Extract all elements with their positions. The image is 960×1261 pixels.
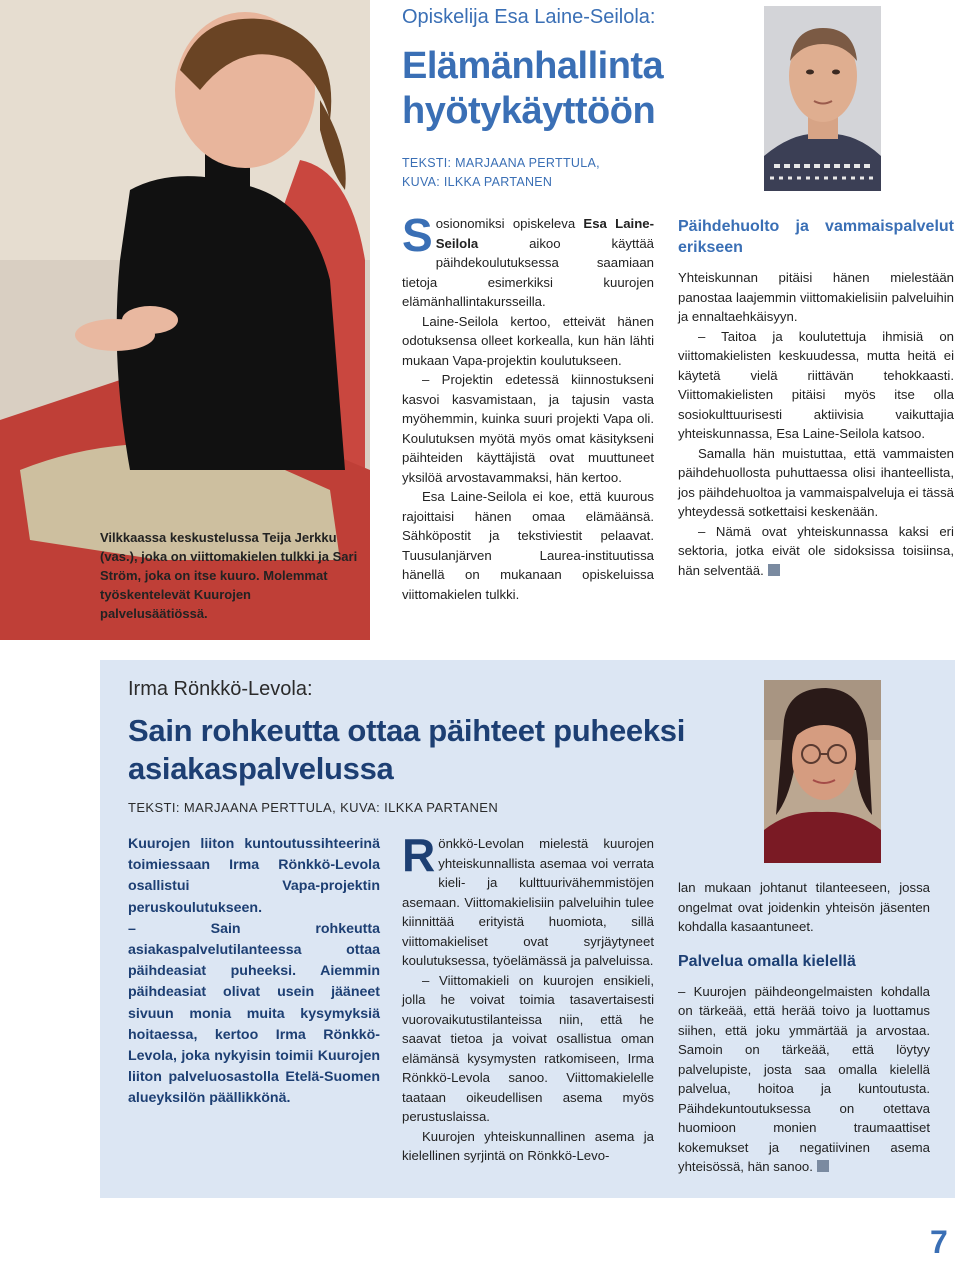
article1-col2-paragraph-2: – Taitoa ja koulutettuja ihmisiä on viittomakielisten keskuudessa, mutta heitä ei käytetä vielä riittävän tehokkaasti. Viittomakielisten pitäisi myös itse olla sosiokulttuurisesti aktiivisia vaikuttajia yhteiskunnassa, Esa Laine-Seilola katsoo. bbox=[678, 328, 954, 441]
end-square-icon bbox=[817, 1160, 829, 1172]
article1-kicker: Opiskelija Esa Laine-Seilola: bbox=[402, 6, 656, 28]
article1-column-1 bbox=[402, 209, 654, 604]
portrait-woman-illustration bbox=[764, 680, 881, 863]
article1-col2-paragraph-1: Yhteiskunnan pitäisi hänen mielestään panostaa laajemmin viittomakielisiin palveluihin ja ennaltaehkäisyyn. bbox=[678, 270, 954, 324]
article1-subhead: Päihdehuolto ja vammaispalvelut erikseen bbox=[678, 218, 954, 256]
article1-p1-name: Esa Laine-Seilola bbox=[435, 216, 654, 251]
article2-lead-paragraph-2: – Sain rohkeutta asiakaspalvelutilanteessa ottaa päihdeasiat puheeksi. Aiemmin päihdeasiat olivat usein jääneet sivuun monia muita kysymyksiä hoitaessa, kertoo Irma Rönkkö-Levola, joka nykyisin toimii Kuurojen liiton palveluosastolla Etelä-Suomen alueyksilön päällikkönä. bbox=[128, 920, 380, 1107]
dropcap: S bbox=[402, 209, 433, 261]
article1-credit-photo: KUVA: ILKKA PARTANEN bbox=[402, 175, 553, 189]
article1-paragraph-4: Esa Laine-Seilola ei koe, että kuurous rajoittaisi hänen omaa elämäänsä. Sähköpostit ja tekstiviestit pelaavat. Tuusulanjärven Laurea-instituutissa hänellä on mukanaan opiskeluissa viittomakielen tulkki. bbox=[402, 489, 654, 602]
article2-title: Sain rohkeutta ottaa päihteet puheeksi asiakaspalvelussa bbox=[128, 713, 686, 786]
portrait-irma-ronkko-levola bbox=[764, 680, 881, 863]
article1-credit-text: TEKSTI: MARJAANA PERTTULA, bbox=[402, 156, 600, 170]
article2-kicker: Irma Rönkkö-Levola: bbox=[128, 678, 313, 700]
article2-p1-text: önkkö-Levolan mielestä kuurojen yhteiskunnallista asemaa voi verrata kieli- ja kulttuurivähemmistöjen asemaan. Viittomakielisiin palveluihin tulee kiinnittää erityistä huomiota, sillä viittomakieliset ovat syrjäytyneet koulutuksessa, työelämässä ja palveluissa. bbox=[402, 836, 654, 968]
article2-col2-paragraph-1: lan mukaan johtanut tilanteeseen, jossa ongelmat ovat joidenkin yhteisön jäsenten kohdalla kasaantuneet. bbox=[678, 880, 930, 934]
article1-col2-paragraph-3: Samalla hän muistuttaa, että vammaisten päihdehuollosta puhuttaessa olisi ihanteellista, jos päihdehuoltoa ja vammaispalveluja ei tässä yhteydessä sotkettaisi keskenään. bbox=[678, 445, 954, 519]
page-number: 7 bbox=[930, 1224, 948, 1260]
article1-credit bbox=[402, 154, 702, 192]
article1-title: Elämänhallinta hyötykäyttöön bbox=[402, 45, 664, 132]
dropcap: R bbox=[402, 829, 436, 881]
article1-paragraph-3: – Projektin edetessä kiinnostukseni kasvoi kasvamistaan, ja tajusin vasta myöhemmin, kuinka suuri projekti Vapa oli. Koulutuksen myötä myös omat käsitykseni päihteiden käyttäjistä ovat muuttuneet yksilöä arvostavammaksi, hän kertoo. bbox=[402, 372, 654, 485]
article2-col2-p2-text: – Kuurojen päihdeongelmaisten kohdalla on tärkeää, että herää toivo ja luottamus siihen, että joku ymmärtää ja arvostaa. Samoin on tärkeää, että löytyy palvelupiste, josta saa omalla kielellä palvelua, hoitoa ja kuntoutusta. Päihdekuntoutuksessa on otettava huomioon monien traumaattiset kokemukset ja negatiivinen asema yhteisössä, hän sanoo. bbox=[678, 983, 930, 1174]
article2-lead-paragraph-1: Kuurojen liiton kuntoutussihteerinä toimiessaan Irma Rönkkö-Levola osallistui Vapa-projektin peruskoulutukseen. bbox=[128, 836, 380, 916]
article1-column-2 bbox=[678, 216, 954, 580]
article2-col2-paragraph-2 bbox=[678, 982, 930, 1177]
article1-p1-rest: aikoo käyttää päihdekoulutuksessa saamiaan tietoja esimerkiksi kuurojen elämänhallintakursseilla. bbox=[402, 235, 654, 309]
portrait-man-illustration bbox=[764, 6, 881, 191]
photo-caption: Vilkkaassa keskustelussa Teija Jerkku (vas.), joka on viittomakielen tulkki ja Sari Ström, joka on itse kuuro. Molemmat työskentelevät Kuurojen palvelusäätiössä. bbox=[100, 530, 358, 621]
article2-paragraph-2: – Viittomakieli on kuurojen ensikieli, jolla he voivat toimia tasavertaisesti vuorovaikutustilanteissa niin, että he saavat tietoa ja voivat osallistua oman elämänsä kysymysten ratkomiseen, Irma Rönkkö-Levola sanoo. Viittomakielelle taataan oikeudellisen asema myös perustuslaissa. bbox=[402, 972, 654, 1124]
article2-column-2 bbox=[678, 878, 930, 1177]
article2-subhead: Palvelua omalla kielellä bbox=[678, 952, 856, 970]
end-square-icon bbox=[768, 564, 780, 576]
portrait-esa-laine-seilola bbox=[764, 6, 881, 191]
article2-paragraph-3: Kuurojen yhteiskunnallinen asema ja kielellinen syrjintä on Rönkkö-Levo- bbox=[402, 1128, 654, 1163]
article1-paragraph-1 bbox=[402, 209, 654, 312]
article1-col2-p4-text: – Nämä ovat yhteiskunnassa kaksi eri sektoria, jotka eivät ole sidoksissa toisiinsa, hän selventää. bbox=[678, 523, 954, 578]
article2-lead bbox=[128, 834, 380, 1110]
article1-col2-paragraph-4 bbox=[678, 522, 954, 581]
article2-paragraph-1 bbox=[402, 829, 654, 971]
article1-p1-lead: osionomiksi opiskeleva bbox=[435, 216, 584, 231]
article1-paragraph-2: Laine-Seilola kertoo, etteivät hänen odotuksensa olleet korkealla, kun hän lähti mukaan Vapa-projektin koulutukseen. bbox=[402, 313, 654, 368]
article2-credit: TEKSTI: MARJAANA PERTTULA, KUVA: ILKKA PARTANEN bbox=[128, 800, 499, 815]
article2-column-1 bbox=[402, 829, 654, 1166]
